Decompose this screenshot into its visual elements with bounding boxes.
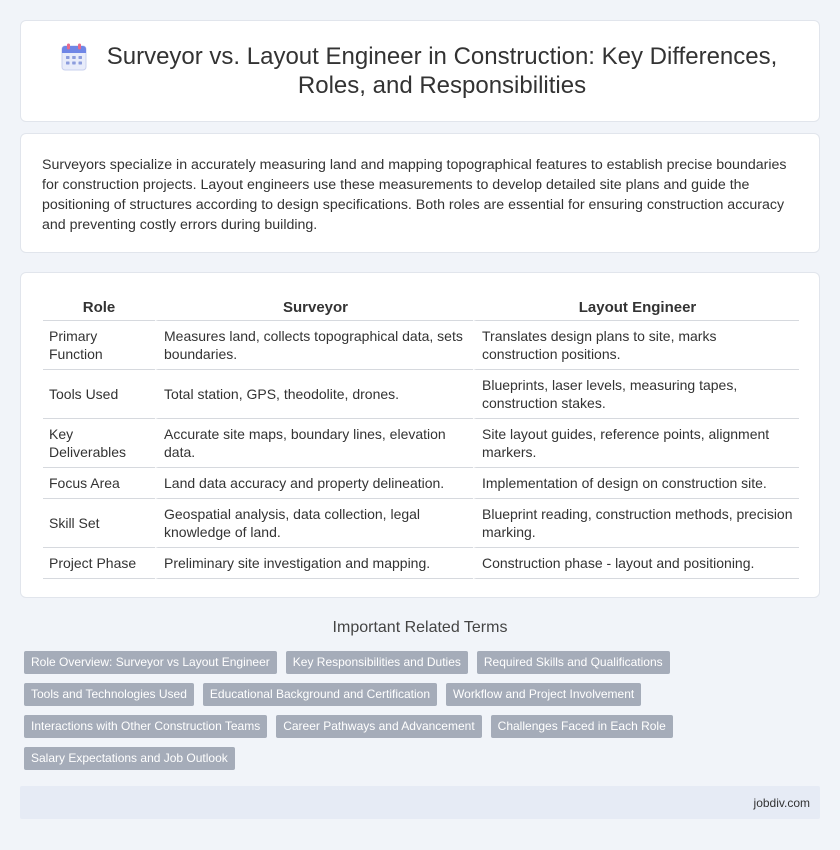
related-terms-title: Important Related Terms xyxy=(332,619,508,636)
related-tag[interactable]: Challenges Faced in Each Role xyxy=(491,715,673,738)
intro-text: Surveyors specialize in accurately measuring land and mapping topographical features to establish precise boundaries for construction projects. Layout engineers use these measurements to develop detailed site plans and guide the positioning of structures according to design specifications. Both roles are essential for ensuring construction accuracy and preventing costly errors during building. xyxy=(42,157,787,233)
calendar-icon xyxy=(61,43,87,71)
table-row xyxy=(43,499,799,548)
related-tag[interactable]: Required Skills and Qualifications xyxy=(477,651,670,674)
table-header-row xyxy=(43,295,799,321)
related-tag[interactable]: Interactions with Other Construction Teams xyxy=(24,715,267,738)
header-surveyor: Surveyor xyxy=(155,295,473,321)
comparison-table-card xyxy=(20,272,820,598)
related-tag[interactable]: Tools and Technologies Used xyxy=(24,683,194,706)
table-row xyxy=(43,321,799,370)
table-cell-role: Skill Set xyxy=(43,499,155,548)
related-tag[interactable]: Workflow and Project Involvement xyxy=(446,683,641,706)
intro-card xyxy=(20,133,820,253)
header-card xyxy=(20,20,820,122)
table-row xyxy=(43,548,799,579)
header-role: Role xyxy=(43,295,155,321)
table-cell-role: Key Deliverables xyxy=(43,419,155,468)
table-cell-role: Project Phase xyxy=(43,548,155,579)
header-layout-engineer: Layout Engineer xyxy=(473,295,799,321)
footer xyxy=(20,786,820,819)
table-cell-layout-engineer: Implementation of design on construction site. xyxy=(473,468,799,499)
table-row xyxy=(43,468,799,499)
table-row xyxy=(43,419,799,468)
footer-site-link[interactable]: jobdiv.com xyxy=(753,795,810,810)
table-cell-role: Tools Used xyxy=(43,370,155,419)
table-cell-surveyor: Land data accuracy and property delineation. xyxy=(155,468,473,499)
table-cell-layout-engineer: Construction phase - layout and positioning. xyxy=(473,548,799,579)
table-cell-surveyor: Measures land, collects topographical data, sets boundaries. xyxy=(155,321,473,370)
comparison-table xyxy=(43,295,799,579)
related-tag[interactable]: Key Responsibilities and Duties xyxy=(286,651,468,674)
table-cell-role: Primary Function xyxy=(43,321,155,370)
table-cell-role: Focus Area xyxy=(43,468,155,499)
table-cell-surveyor: Geospatial analysis, data collection, legal knowledge of land. xyxy=(155,499,473,548)
table-cell-layout-engineer: Blueprint reading, construction methods, precision marking. xyxy=(473,499,799,548)
related-tag[interactable]: Role Overview: Surveyor vs Layout Engineer xyxy=(24,651,277,674)
related-tag[interactable]: Educational Background and Certification xyxy=(203,683,437,706)
related-terms-tags xyxy=(24,651,804,770)
table-row xyxy=(43,370,799,419)
table-cell-layout-engineer: Blueprints, laser levels, measuring tapes, construction stakes. xyxy=(473,370,799,419)
table-cell-surveyor: Preliminary site investigation and mapping. xyxy=(155,548,473,579)
page-title: Surveyor vs. Layout Engineer in Construction: Key Differences, Roles, and Responsibilities xyxy=(106,43,778,99)
table-cell-surveyor: Accurate site maps, boundary lines, elevation data. xyxy=(155,419,473,468)
table-cell-layout-engineer: Translates design plans to site, marks construction positions. xyxy=(473,321,799,370)
table-cell-surveyor: Total station, GPS, theodolite, drones. xyxy=(155,370,473,419)
related-tag[interactable]: Salary Expectations and Job Outlook xyxy=(24,747,235,770)
related-tag[interactable]: Career Pathways and Advancement xyxy=(276,715,481,738)
table-cell-layout-engineer: Site layout guides, reference points, alignment markers. xyxy=(473,419,799,468)
